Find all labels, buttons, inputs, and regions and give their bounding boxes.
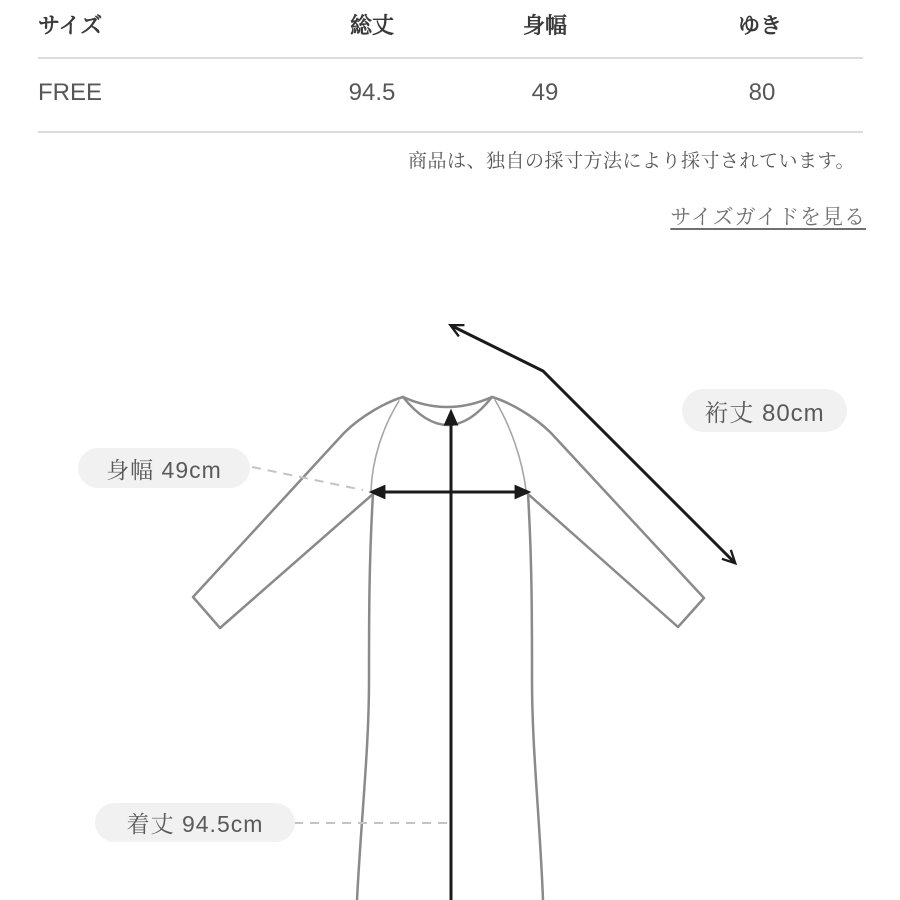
cell-total-length: 94.5	[348, 79, 396, 106]
header-size: サイズ	[38, 13, 103, 38]
cell-sleeve-yuki: 80	[748, 79, 776, 106]
body-width-label: 身幅 49cm	[78, 448, 250, 488]
cell-body-width: 49	[531, 79, 559, 106]
measurement-note: 商品は、独自の採寸方法により採寸されています。	[408, 151, 855, 172]
header-total-length: 総丈	[349, 13, 395, 38]
leader-lines	[252, 467, 449, 823]
cell-size: FREE	[38, 79, 103, 106]
size-guide-link[interactable]: サイズガイドを見る	[670, 206, 866, 229]
header-sleeve-yuki: ゆき	[737, 13, 783, 38]
garment-length-label: 着丈 94.5cm	[95, 803, 295, 842]
yuki-length-label: 裄丈 80cm	[682, 389, 847, 432]
header-body-width: 身幅	[522, 13, 568, 38]
armhole-seams	[371, 400, 526, 491]
yuki-arrow	[452, 326, 734, 562]
